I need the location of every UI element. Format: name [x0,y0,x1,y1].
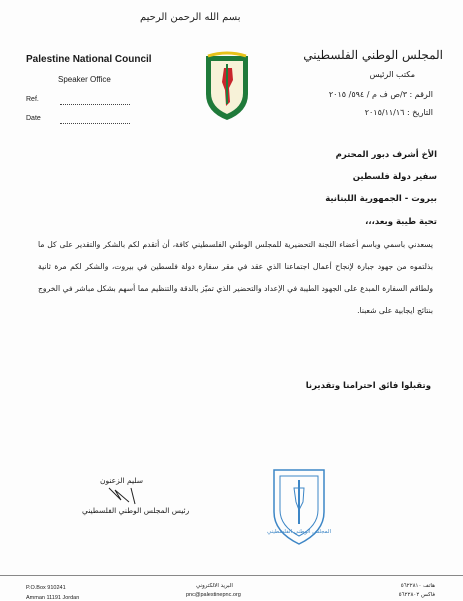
ref-label: Ref. [26,96,39,103]
footer-divider [0,575,463,576]
footer-phone: هاتف ٥٦٢٢٨١٠ [400,583,435,589]
date-line [60,123,130,124]
closing: وتقبلوا فائق احترامنا وتقديرنا [305,381,431,391]
office-name-ar: مكتب الرئيس [369,70,415,79]
pnc-emblem-icon [202,50,252,122]
stamp-text: المجلس الوطني الفلسطيني [266,529,332,535]
basmala: بسم الله الرحمن الرحيم [140,12,241,23]
signatory-title: رئيس المجلس الوطني الفلسطيني [82,506,190,515]
office-name-en: Speaker Office [58,75,111,84]
footer-city: Amman 11191 Jordan [26,595,80,601]
org-name-ar: المجلس الوطني الفلسطيني [303,48,443,62]
addressee-location: بيروت - الجمهورية اللبنانية [325,194,437,204]
footer-email: pnc@palestinepnc.org [186,592,241,598]
signatory-name: سليم الزعنون [100,476,144,485]
letter-body: يسعدني باسمي وباسم أعضاء اللجنة التحضيرية للمجلس الوطني الفلسطيني كافة، أن أتقدم لكم بالشكر والتقدير على كل ما بذلتموه من جهود جبارة لإنجاح أعمال اجتماعنا الذي عقد في مقر سفارة دولة فلسطين في بيروت، والشكر لكم مرة ثانية ولطاقم السفارة المبدع على الجهود الطيبة في الإعداد والتحضير الذي تميّز بالدقة والتنظيم مما أسهم بشكل مباشر في الخروج بنتائج ايجابية على شعبنا. [38,240,433,315]
greeting: تحية طيبة وبعد،،، [365,217,437,227]
footer-fax: فاكس ٥٦٢٢٨٠٢ [398,592,435,598]
org-name-en: Palestine National Council [26,54,152,65]
letter-number-ar: الرقم : ٣/ص ف م / ٥٩٤/ ٢٠١٥ [328,90,433,99]
letter-date-ar: التاريخ : ٢٠١٥/١١/١٦ [364,108,433,117]
footer-pobox: P.O.Box 910241 [26,585,66,591]
ref-line [60,104,130,105]
date-label: Date [26,115,41,122]
addressee-name: الأخ أشرف دبور المحترم [335,150,437,160]
signature-mark [105,484,145,506]
footer-email-label: البريد الالكتروني [196,583,233,589]
official-stamp-icon [268,462,330,548]
addressee-title: سفير دولة فلسطين [352,172,437,182]
